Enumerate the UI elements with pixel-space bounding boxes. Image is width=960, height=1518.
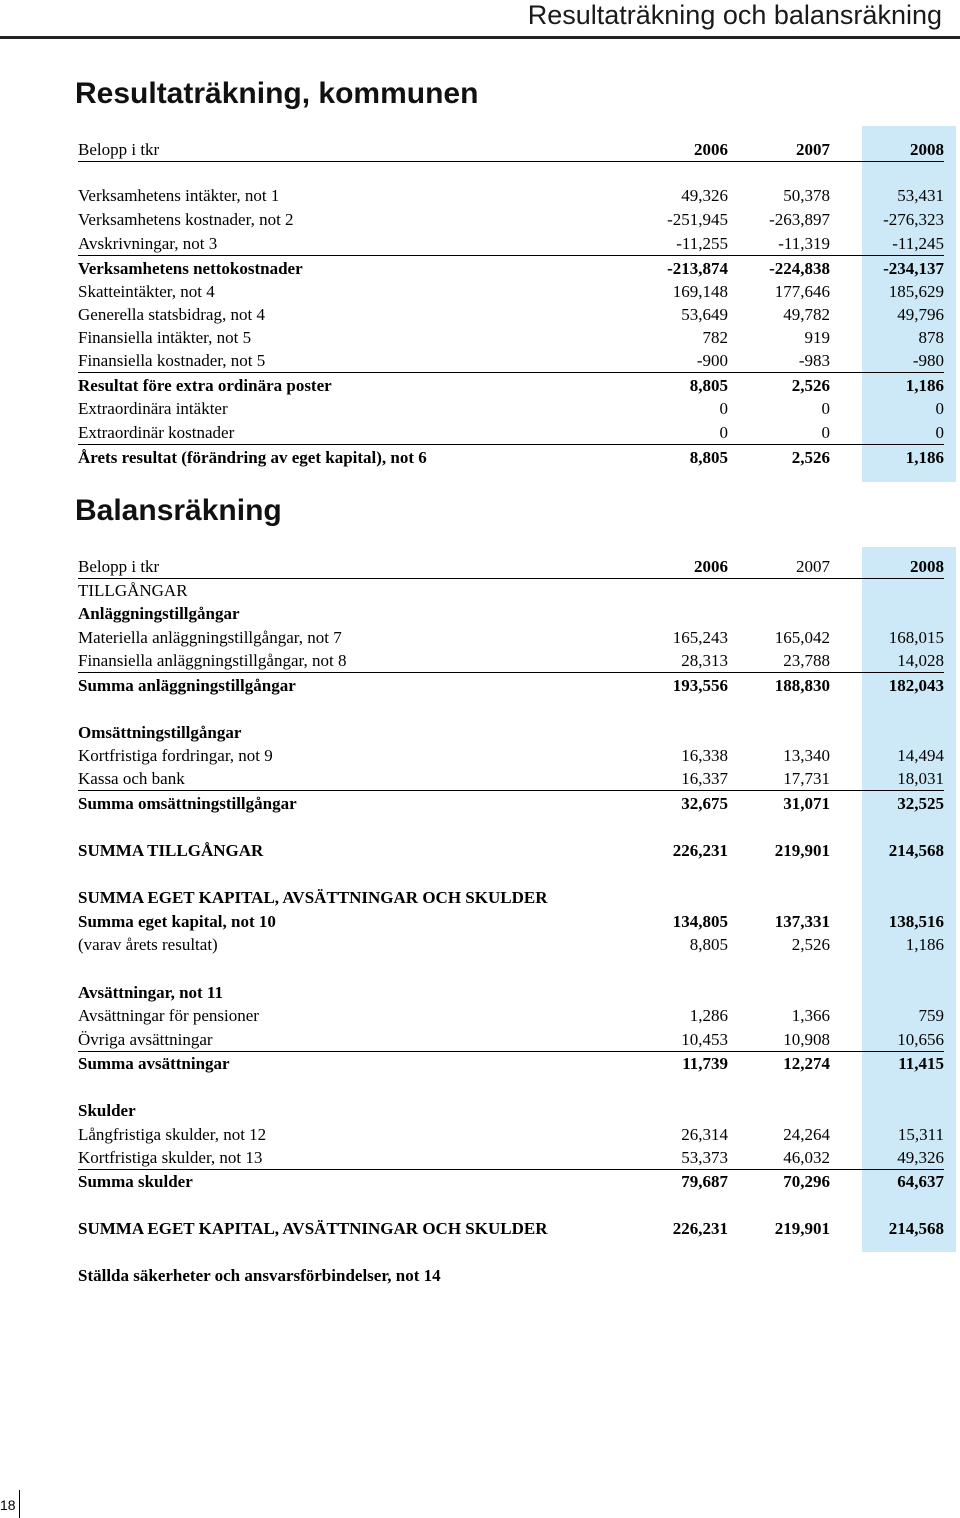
row-label: Materiella anläggningstillgångar, not 7 xyxy=(78,628,342,647)
balance-header-row xyxy=(78,555,944,579)
value-2008: 182,043 xyxy=(888,676,944,695)
value-2008: 168,015 xyxy=(888,628,944,647)
row-label: Extraordinär kostnader xyxy=(78,423,235,442)
table-row xyxy=(78,792,944,815)
balance-unit-label: Belopp i tkr xyxy=(78,557,160,576)
value-2006: 0 xyxy=(719,423,728,442)
row-label: Verksamhetens kostnader, not 2 xyxy=(78,210,294,229)
value-2007: 2,526 xyxy=(791,448,830,467)
value-2007: 1,366 xyxy=(791,1006,830,1025)
income-header-row xyxy=(78,138,944,162)
group-label: SUMMA EGET KAPITAL, AVSÄTTNINGAR OCH SKULDER xyxy=(78,888,548,907)
value-2008: 759 xyxy=(918,1006,944,1025)
table-row xyxy=(78,1004,944,1027)
table-row xyxy=(78,326,944,349)
value-2007: 13,340 xyxy=(783,746,830,765)
row-label: (varav årets resultat) xyxy=(78,935,218,954)
value-2008: 32,525 xyxy=(897,794,944,813)
table-row xyxy=(78,208,944,231)
table-row xyxy=(78,933,944,956)
value-2008: 1,186 xyxy=(905,376,944,395)
table-row xyxy=(78,184,944,207)
table-row xyxy=(78,349,944,373)
income-unit-label: Belopp i tkr xyxy=(78,140,160,159)
row-label: Övriga avsättningar xyxy=(78,1030,213,1049)
page-number: 18 xyxy=(0,1497,16,1513)
margin-rule xyxy=(19,1490,20,1518)
value-2007: 188,830 xyxy=(774,676,830,695)
value-2006: 16,338 xyxy=(681,746,728,765)
group-label: TILLGÅNGAR xyxy=(78,581,188,600)
value-2007: 177,646 xyxy=(774,282,830,301)
group-label: Omsättningstillgångar xyxy=(78,723,242,742)
value-2007: 50,378 xyxy=(783,186,830,205)
value-2007: 2,526 xyxy=(791,935,830,954)
table-row xyxy=(78,1123,944,1146)
table-row xyxy=(78,303,944,326)
table-row xyxy=(78,1217,944,1240)
table-row xyxy=(78,1170,944,1193)
value-2008: 214,568 xyxy=(888,1219,944,1238)
value-2006: 10,453 xyxy=(681,1030,728,1049)
value-2006: 16,337 xyxy=(681,769,728,788)
table-row xyxy=(78,981,944,1004)
table-row xyxy=(78,839,944,862)
table-row xyxy=(78,649,944,673)
value-2008: 49,326 xyxy=(897,1148,944,1167)
income-col-2007: 2007 xyxy=(796,140,830,159)
table-row xyxy=(78,721,944,744)
value-2006: -11,255 xyxy=(676,234,728,253)
row-label: Långfristiga skulder, not 12 xyxy=(78,1125,267,1144)
value-2007: 0 xyxy=(821,399,830,418)
table-row xyxy=(78,374,944,397)
table-row xyxy=(78,767,944,791)
value-2007: 23,788 xyxy=(783,651,830,670)
value-2006: 134,805 xyxy=(672,912,728,931)
row-label: Kortfristiga fordringar, not 9 xyxy=(78,746,273,765)
value-2006: 8,805 xyxy=(689,376,728,395)
value-2007: 919 xyxy=(804,328,830,347)
income-col-2006: 2006 xyxy=(694,140,728,159)
value-2007: 10,908 xyxy=(783,1030,830,1049)
value-2006: 226,231 xyxy=(672,841,728,860)
table-row xyxy=(78,886,944,909)
balance-section-title: Balansräkning xyxy=(75,494,282,527)
row-label: Årets resultat (förändring av eget kapital), not 6 xyxy=(78,448,427,467)
row-label: Skatteintäkter, not 4 xyxy=(78,282,215,301)
value-2006: 0 xyxy=(719,399,728,418)
value-2008: 10,656 xyxy=(897,1030,944,1049)
value-2008: 1,186 xyxy=(905,935,944,954)
row-label: SUMMA EGET KAPITAL, AVSÄTTNINGAR OCH SKULDER xyxy=(78,1219,548,1238)
row-label: Kortfristiga skulder, not 13 xyxy=(78,1148,263,1167)
row-label: Summa omsättningstillgångar xyxy=(78,794,297,813)
value-2006: 226,231 xyxy=(672,1219,728,1238)
value-2006: 49,326 xyxy=(681,186,728,205)
value-2007: 2,526 xyxy=(791,376,830,395)
row-label: Verksamhetens nettokostnader xyxy=(78,259,303,278)
value-2008: 878 xyxy=(918,328,944,347)
balance-col-2007: 2007 xyxy=(796,557,830,576)
table-row xyxy=(78,1264,944,1287)
value-2008: 138,516 xyxy=(888,912,944,931)
row-label: Generella statsbidrag, not 4 xyxy=(78,305,265,324)
value-2006: 782 xyxy=(702,328,728,347)
value-2008: -980 xyxy=(912,351,944,370)
row-label: Finansiella intäkter, not 5 xyxy=(78,328,252,347)
value-2006: 8,805 xyxy=(689,935,728,954)
value-2008: -276,323 xyxy=(883,210,944,229)
row-label: Extraordinära intäkter xyxy=(78,399,228,418)
value-2008: 11,415 xyxy=(898,1054,944,1073)
value-2007: -224,838 xyxy=(769,259,830,278)
header-rule xyxy=(0,36,960,39)
table-row xyxy=(78,910,944,933)
row-label: Avsättningar för pensioner xyxy=(78,1006,259,1025)
value-2007: 0 xyxy=(821,423,830,442)
value-2007: 165,042 xyxy=(774,628,830,647)
row-label: Avskrivningar, not 3 xyxy=(78,234,218,253)
table-row xyxy=(78,579,944,602)
value-2006: 53,649 xyxy=(681,305,728,324)
value-2008: 49,796 xyxy=(897,305,944,324)
table-row xyxy=(78,1028,944,1052)
row-label: Finansiella kostnader, not 5 xyxy=(78,351,266,370)
value-2007: 219,901 xyxy=(774,1219,830,1238)
value-2006: 28,313 xyxy=(681,651,728,670)
value-2007: 17,731 xyxy=(783,769,830,788)
table-row xyxy=(78,626,944,649)
value-2007: -983 xyxy=(798,351,830,370)
page-header-title: Resultaträkning och balansräkning xyxy=(527,0,942,30)
value-2006: 1,286 xyxy=(689,1006,728,1025)
table-row xyxy=(78,1099,944,1122)
value-2006: -251,945 xyxy=(667,210,728,229)
table-row xyxy=(78,602,944,625)
value-2008: -234,137 xyxy=(883,259,944,278)
group-label: Anläggningstillgångar xyxy=(78,604,240,623)
value-2007: 49,782 xyxy=(783,305,830,324)
value-2008: 185,629 xyxy=(888,282,944,301)
value-2006: 26,314 xyxy=(681,1125,728,1144)
group-label: Skulder xyxy=(78,1101,136,1120)
row-label: Finansiella anläggningstillgångar, not 8 xyxy=(78,651,347,670)
value-2008: -11,245 xyxy=(892,234,944,253)
income-col-2008: 2008 xyxy=(910,140,944,159)
value-2008: 1,186 xyxy=(905,448,944,467)
table-row xyxy=(78,1146,944,1170)
value-2006: 8,805 xyxy=(689,448,728,467)
value-2008: 14,494 xyxy=(897,746,944,765)
value-2008: 0 xyxy=(935,399,944,418)
value-2007: 137,331 xyxy=(774,912,830,931)
row-label: Summa avsättningar xyxy=(78,1054,230,1073)
table-row xyxy=(78,280,944,303)
value-2008: 214,568 xyxy=(888,841,944,860)
value-2006: 193,556 xyxy=(672,676,728,695)
row-label: Ställda säkerheter och ansvarsförbindelser, not 14 xyxy=(78,1266,441,1285)
table-row xyxy=(78,257,944,280)
value-2007: 219,901 xyxy=(774,841,830,860)
value-2007: -11,319 xyxy=(778,234,830,253)
value-2006: 165,243 xyxy=(672,628,728,647)
value-2006: -900 xyxy=(696,351,728,370)
row-label: Summa anläggningstillgångar xyxy=(78,676,296,695)
balance-col-2006: 2006 xyxy=(694,557,728,576)
row-label: Resultat före extra ordinära poster xyxy=(78,376,332,395)
value-2008: 14,028 xyxy=(897,651,944,670)
table-row xyxy=(78,232,944,256)
value-2007: 24,264 xyxy=(783,1125,830,1144)
value-2006: 53,373 xyxy=(681,1148,728,1167)
value-2008: 0 xyxy=(935,423,944,442)
table-row xyxy=(78,674,944,697)
row-label: Verksamhetens intäkter, not 1 xyxy=(78,186,280,205)
row-label: SUMMA TILLGÅNGAR xyxy=(78,841,264,860)
value-2007: 46,032 xyxy=(783,1148,830,1167)
table-row xyxy=(78,1052,944,1075)
table-row xyxy=(78,421,944,445)
value-2007: 70,296 xyxy=(783,1172,830,1191)
table-row xyxy=(78,397,944,420)
value-2006: 79,687 xyxy=(681,1172,728,1191)
value-2008: 53,431 xyxy=(897,186,944,205)
value-2008: 64,637 xyxy=(897,1172,944,1191)
income-section-title: Resultaträkning, kommunen xyxy=(75,77,479,110)
row-label: Kassa och bank xyxy=(78,769,185,788)
row-label: Summa eget kapital, not 10 xyxy=(78,912,276,931)
value-2006: 11,739 xyxy=(682,1054,728,1073)
value-2008: 15,311 xyxy=(897,1125,944,1144)
value-2007: 12,274 xyxy=(783,1054,830,1073)
value-2007: 31,071 xyxy=(783,794,830,813)
value-2006: 32,675 xyxy=(681,794,728,813)
table-row xyxy=(78,744,944,767)
value-2007: -263,897 xyxy=(769,210,830,229)
value-2006: 169,148 xyxy=(672,282,728,301)
value-2008: 18,031 xyxy=(897,769,944,788)
table-row xyxy=(78,446,944,469)
balance-col-2008: 2008 xyxy=(910,557,944,576)
group-label: Avsättningar, not 11 xyxy=(78,983,223,1002)
row-label: Summa skulder xyxy=(78,1172,193,1191)
value-2006: -213,874 xyxy=(667,259,728,278)
